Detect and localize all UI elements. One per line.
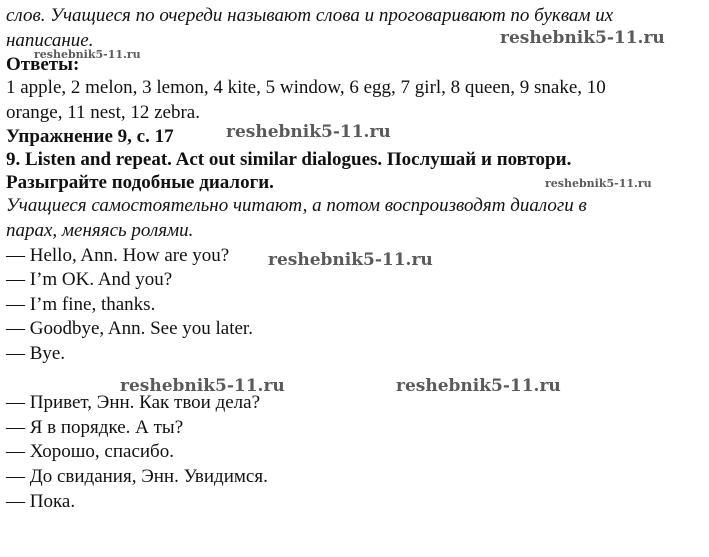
dialogue-russian xyxy=(6,391,703,514)
dialogue-line: — I’m OK. And you? xyxy=(6,269,173,291)
answers-line-1: 1 apple, 2 melon, 3 lemon, 4 kite, 5 window, 6 egg, 7 girl, 8 queen, 9 snake, 10 xyxy=(6,77,606,99)
watermark: reshebnik5-11.ru xyxy=(120,376,285,396)
exercise-note-line-1: Учащиеся самостоятельно читают, а потом воспроизводят диалоги в xyxy=(6,195,587,217)
exercise-task-line-1: 9. Listen and repeat. Act out similar dialogues. Послушай и повтори. xyxy=(6,149,572,171)
exercise-heading: Упражнение 9, с. 17 xyxy=(6,126,174,148)
watermark-spacer xyxy=(6,367,703,392)
dialogue-line: — Пока. xyxy=(6,490,76,512)
watermark: reshebnik5-11.ru xyxy=(268,250,433,270)
watermark: reshebnik5-11.ru xyxy=(500,28,665,48)
intro-line-1: слов. Учащиеся по очереди называют слова и проговаривают по буквам их xyxy=(6,5,614,26)
dialogue-line: — Я в порядке. А ты? xyxy=(6,416,184,438)
watermark: reshebnik5-11.ru xyxy=(226,122,391,142)
dialogue-line: — Привет, Энн. Как твои дела? xyxy=(6,392,261,414)
answers-line-2: orange, 11 nest, 12 zebra. xyxy=(6,101,200,123)
intro-line-2: написание. xyxy=(6,29,94,51)
dialogue-line: — Bye. xyxy=(6,342,66,364)
watermark-small: reshebnik5-11.ru xyxy=(545,177,652,190)
dialogue-line: — До свидания, Энн. Увидимся. xyxy=(6,465,268,487)
exercise-task-line-2: Разыграйте подобные диалоги. xyxy=(6,172,274,194)
dialogue-line: — Hello, Ann. How are you? xyxy=(6,244,230,266)
dialogue-line: — Goodbye, Ann. See you later. xyxy=(6,318,253,340)
watermark: reshebnik5-11.ru xyxy=(396,376,561,396)
dialogue-line: — I’m fine, thanks. xyxy=(6,293,156,315)
exercise-note-line-2: парах, меняясь ролями. xyxy=(6,219,194,241)
dialogue-line: — Хорошо, спасибо. xyxy=(6,441,174,463)
watermark-small: reshebnik5-11.ru xyxy=(34,48,141,61)
answers-heading: Ответы: xyxy=(6,54,80,76)
